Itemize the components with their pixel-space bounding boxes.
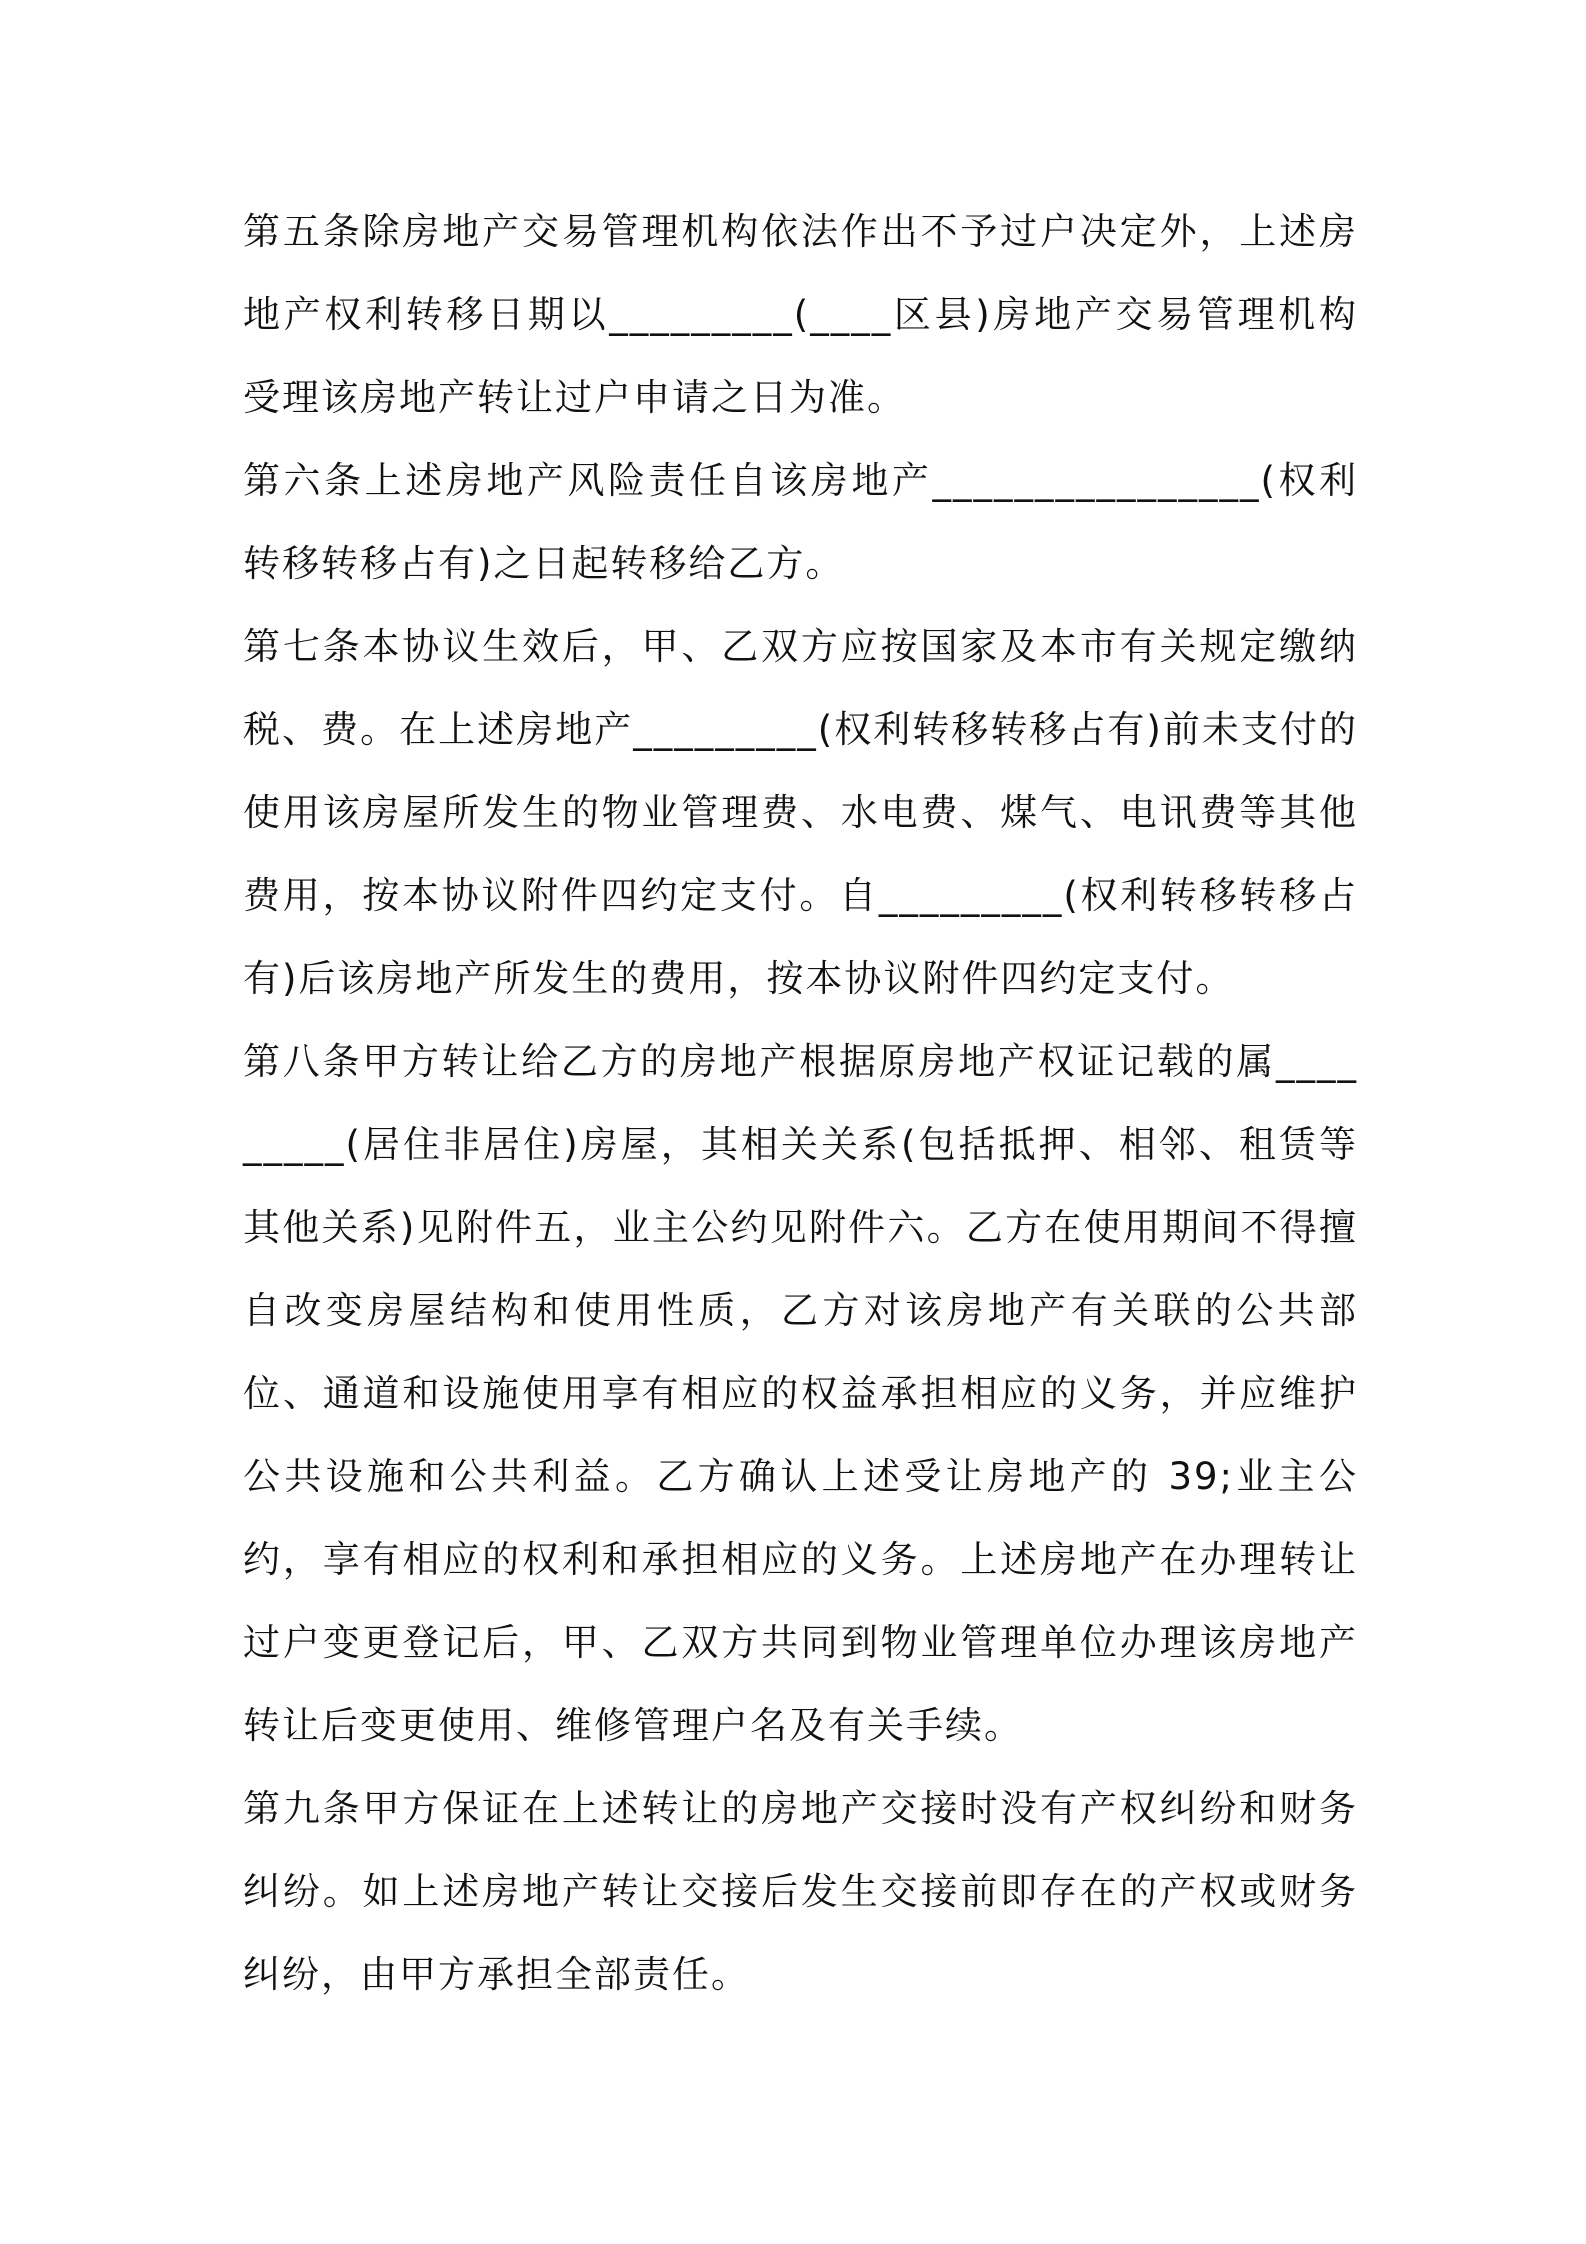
clause-6: 第六条上述房地产风险责任自该房地产________________(权利转移转移占有)之日起转移给乙方。 xyxy=(243,459,1358,585)
document-body xyxy=(243,190,1358,2016)
clause-9: 第九条甲方保证在上述转让的房地产交接时没有产权纠纷和财务纠纷。如上述房地产转让交接后发生交接前即存在的产权或财务纠纷，由甲方承担全部责任。 xyxy=(243,1787,1358,1996)
clause-5: 第五条除房地产交易管理机构依法作出不予过户决定外，上述房地产权利转移日期以_________(____区县)房地产交易管理机构受理该房地产转让过户申请之日为准。 xyxy=(243,210,1358,419)
clause-8: 第八条甲方转让给乙方的房地产根据原房地产权证记载的属_________(居住非居住)房屋，其相关关系(包括抵押、相邻、租赁等其他关系)见附件五，业主公约见附件六。乙方在使用期间不得擅自改变房屋结构和使用性质，乙方对该房地产有关联的公共部位、通道和设施使用享有相应的权益承担相应的义务，并应维护公共设施和公共利益。乙方确认上述受让房地产的 39;业主公约，享有相应的权利和承担相应的义务。上述房地产在办理转让过户变更登记后，甲、乙双方共同到物业管理单位办理该房地产转让后变更使用、维修管理户名及有关手续。 xyxy=(243,1040,1358,1747)
clause-7: 第七条本协议生效后，甲、乙双方应按国家及本市有关规定缴纳税、费。在上述房地产_________(权利转移转移占有)前未支付的使用该房屋所发生的物业管理费、水电费、煤气、电讯费等其他费用，按本协议附件四约定支付。自_________(权利转移转移占有)后该房地产所发生的费用，按本协议附件四约定支付。 xyxy=(243,625,1358,1000)
